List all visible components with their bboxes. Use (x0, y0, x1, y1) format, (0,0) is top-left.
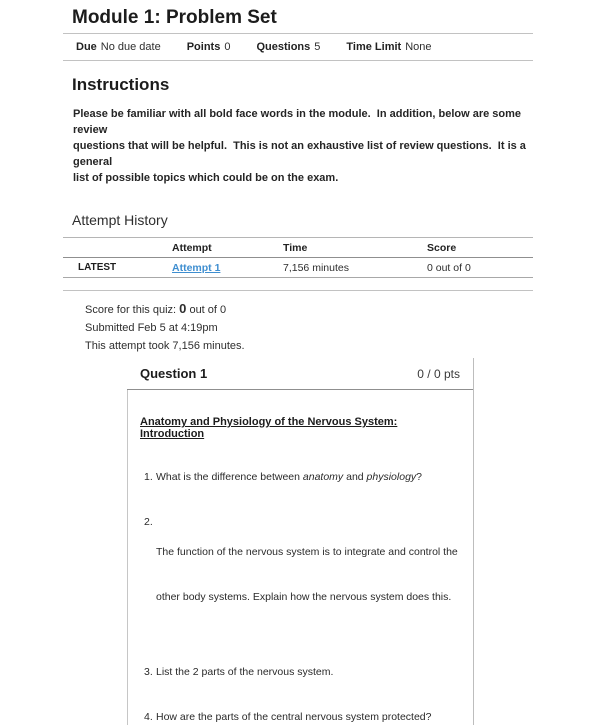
instructions-text (73, 106, 533, 186)
attempt-duration-line: This attempt took 7,156 minutes. (85, 340, 245, 352)
item-text: List the 2 parts of the nervous system. (156, 666, 334, 678)
divider-meta (63, 60, 533, 61)
score-prefix: Score for this quiz: (85, 304, 180, 316)
attempt-time-value: 7,156 minutes (283, 261, 349, 274)
meta-questions-label: Questions (256, 41, 311, 53)
item-number: 1. (144, 471, 153, 483)
quiz-content (63, 0, 533, 725)
instructions-heading: Instructions (72, 75, 170, 94)
question-item-4 (144, 710, 459, 725)
meta-time-limit-label: Time Limit (346, 41, 402, 53)
column-header-time: Time (283, 241, 308, 254)
instructions-line: Please be familiar with all bold face words in the module. In addition, below are some review (73, 108, 525, 136)
submitted-line: Submitted Feb 5 at 4:19pm (85, 322, 218, 334)
question-card (127, 358, 474, 725)
question-item-2 (144, 515, 459, 635)
question-item-1 (144, 470, 459, 485)
item-text-segment: and (343, 471, 367, 483)
item-text-italic: anatomy (302, 471, 344, 483)
latest-badge: LATEST (78, 262, 117, 273)
meta-due-label: Due (76, 41, 97, 53)
attempt-1-link[interactable]: Attempt 1 (172, 261, 221, 274)
score-summary (85, 300, 533, 355)
item-number: 4. (144, 711, 153, 723)
item-text-italic: physiology (366, 471, 417, 483)
item-text (156, 470, 422, 485)
quiz-meta-row (63, 34, 533, 60)
meta-time-limit (346, 41, 431, 53)
item-text: How are the parts of the central nervous system protected? (156, 711, 432, 723)
page-title: Module 1: Problem Set (72, 7, 277, 28)
meta-due (76, 41, 161, 53)
divider-attempts (63, 290, 533, 291)
item-text-segment: What is the difference between (156, 471, 303, 483)
score-value: 0 (179, 301, 187, 316)
question-title: Question 1 (140, 366, 208, 381)
item-number: 3. (144, 666, 153, 678)
item-number: 2. (144, 516, 153, 528)
attempt-history-header-row (63, 238, 533, 258)
question-header (127, 358, 473, 390)
question-body-title: Anatomy and Physiology of the Nervous System: Introduction (140, 416, 398, 440)
meta-points (187, 41, 231, 53)
column-header-attempt: Attempt (172, 241, 212, 254)
question-body (127, 390, 473, 725)
instructions-line: questions that will be helpful. This is not an exhaustive list of review questions. It is a general (73, 140, 529, 168)
item-text-segment: ? (416, 471, 423, 483)
attempt-score-value: 0 out of 0 (427, 261, 471, 274)
meta-points-value: 0 (224, 41, 231, 53)
item-text-line: The function of the nervous system is to integrate and control the (156, 546, 458, 558)
item-text-line: other body systems. Explain how the nervous system does this. (156, 591, 452, 603)
question-item-3 (144, 665, 459, 680)
meta-due-value: No due date (100, 41, 161, 53)
instructions-line: list of possible topics which could be on the exam. (73, 172, 339, 184)
meta-points-label: Points (186, 41, 221, 53)
meta-questions-value: 5 (314, 41, 321, 53)
score-line (85, 300, 533, 319)
meta-questions (256, 41, 320, 53)
score-suffix: out of 0 (186, 304, 227, 316)
attempt-history-heading: Attempt History (72, 212, 168, 228)
column-header-score: Score (427, 241, 457, 254)
question-points: 0 / 0 pts (417, 366, 460, 381)
attempt-history-row (63, 258, 533, 278)
attempt-history-table (63, 237, 533, 278)
item-text (156, 515, 458, 635)
meta-time-limit-value: None (405, 41, 432, 53)
